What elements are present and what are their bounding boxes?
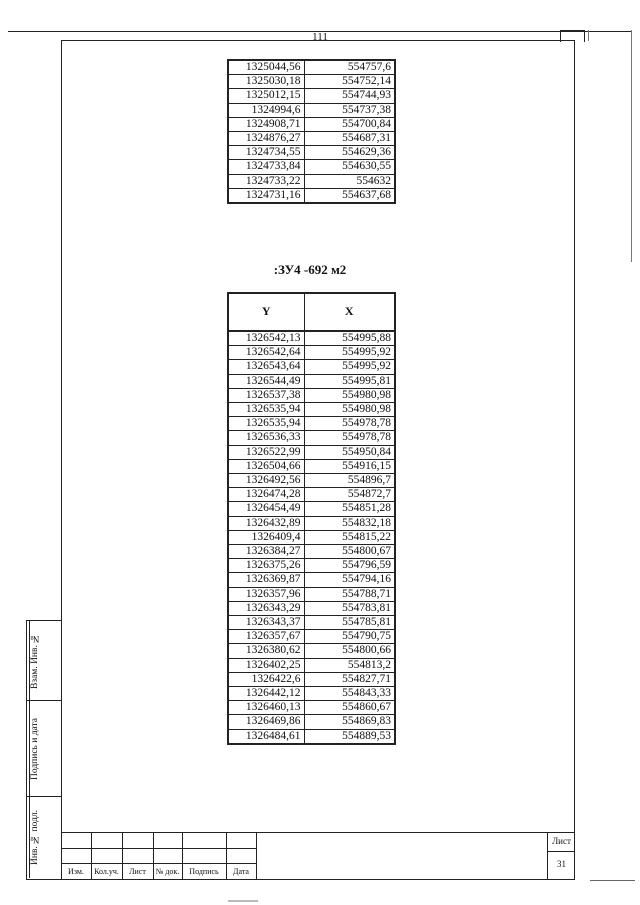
table-row <box>228 431 395 445</box>
table-row <box>228 403 395 417</box>
coordinates-table <box>227 292 396 745</box>
table-row <box>228 331 395 346</box>
table-row <box>228 103 395 117</box>
cell-y: 1326522,99 <box>228 445 304 459</box>
cell-y: 1326492,56 <box>228 474 304 488</box>
cell-x: 554995,81 <box>304 374 395 388</box>
cell-y: 1324876,27 <box>228 132 304 146</box>
table-row <box>228 174 395 188</box>
cell-y: 1326357,67 <box>228 630 304 644</box>
stamp-cell-signature-date <box>27 701 61 797</box>
cell-x: 554980,98 <box>304 388 395 402</box>
cell-x: 554851,28 <box>304 502 395 516</box>
table-row <box>228 417 395 431</box>
column-header-y: Y <box>228 293 304 331</box>
cell-y: 1326402,25 <box>228 658 304 672</box>
cell-y: 1326542,13 <box>228 331 304 346</box>
table-row <box>228 672 395 686</box>
table-row <box>228 75 395 89</box>
cell-x: 554916,15 <box>304 459 395 473</box>
cell-x: 554950,84 <box>304 445 395 459</box>
stamp-label: Инв. № подл. <box>29 797 42 878</box>
stamp-cell-replacement-inv <box>27 621 61 701</box>
cell-y: 1326537,38 <box>228 388 304 402</box>
cell-x: 554737,38 <box>304 103 395 117</box>
table-row <box>228 644 395 658</box>
cell-y: 1326422,6 <box>228 672 304 686</box>
cell-y: 1326343,29 <box>228 601 304 615</box>
cell-x: 554757,6 <box>304 60 395 75</box>
cell-x: 554889,53 <box>304 729 395 744</box>
table-row <box>228 474 395 488</box>
cell-y: 1326380,62 <box>228 644 304 658</box>
cell-x: 554700,84 <box>304 117 395 131</box>
coordinates-table-continued <box>227 59 396 204</box>
cell-y: 1326375,26 <box>228 559 304 573</box>
cell-y: 1326460,13 <box>228 701 304 715</box>
title-block-col-label: Изм. <box>68 867 84 876</box>
cell-y: 1326543,64 <box>228 360 304 374</box>
stamp-field <box>42 621 61 700</box>
table-row <box>228 729 395 744</box>
cell-y: 1326535,94 <box>228 417 304 431</box>
stamp-cell-original-inv <box>27 797 61 878</box>
cell-x: 554843,33 <box>304 687 395 701</box>
cell-x: 554815,22 <box>304 530 395 544</box>
cell-y: 1325012,15 <box>228 89 304 103</box>
scan-edge-line <box>590 880 635 881</box>
cell-y: 1326409,4 <box>228 530 304 544</box>
title-block-col-label: Кол.уч. <box>94 867 119 876</box>
cell-x: 554790,75 <box>304 630 395 644</box>
cell-x: 554788,71 <box>304 587 395 601</box>
cell-y: 1324733,84 <box>228 160 304 174</box>
cell-y: 1326357,96 <box>228 587 304 601</box>
cell-y: 1326343,37 <box>228 616 304 630</box>
stamp-field <box>42 797 61 878</box>
table-row <box>228 687 395 701</box>
cell-y: 1326504,66 <box>228 459 304 473</box>
cell-x: 554896,7 <box>304 474 395 488</box>
cell-x: 554752,14 <box>304 75 395 89</box>
table-row <box>228 459 395 473</box>
table-row <box>228 502 395 516</box>
margin-stamp <box>26 620 62 880</box>
title-block-line <box>256 833 257 880</box>
cell-x: 554813,2 <box>304 658 395 672</box>
table-row <box>228 530 395 544</box>
table-row <box>228 188 395 203</box>
table-row <box>228 117 395 131</box>
table-row <box>228 573 395 587</box>
cell-y: 1324731,16 <box>228 188 304 203</box>
cell-y: 1325030,18 <box>228 75 304 89</box>
table-row <box>228 545 395 559</box>
cell-x: 554995,92 <box>304 360 395 374</box>
page-number: 111 <box>312 31 328 43</box>
title-block-col-label: Дата <box>233 867 249 876</box>
table-row <box>228 89 395 103</box>
cell-x: 554783,81 <box>304 601 395 615</box>
cell-x: 554637,68 <box>304 188 395 203</box>
table-row <box>228 488 395 502</box>
table-header-row <box>228 293 395 331</box>
cell-y: 1326536,33 <box>228 431 304 445</box>
scan-edge-line <box>588 30 589 41</box>
table-row <box>228 601 395 615</box>
cell-y: 1324908,71 <box>228 117 304 131</box>
cell-y: 1326432,89 <box>228 516 304 530</box>
cell-x: 554629,36 <box>304 146 395 160</box>
cell-x: 554687,31 <box>304 132 395 146</box>
cell-x: 554832,18 <box>304 516 395 530</box>
cell-x: 554860,67 <box>304 701 395 715</box>
cell-y: 1326442,12 <box>228 687 304 701</box>
cell-y: 1324994,6 <box>228 103 304 117</box>
table-row <box>228 388 395 402</box>
cell-x: 554872,7 <box>304 488 395 502</box>
title-block-col-label: Лист <box>129 867 146 876</box>
cell-x: 554630,55 <box>304 160 395 174</box>
table-row <box>228 60 395 75</box>
title-block <box>61 832 575 880</box>
cell-y: 1326542,64 <box>228 346 304 360</box>
table-row <box>228 374 395 388</box>
cell-x: 554800,66 <box>304 644 395 658</box>
table-row <box>228 445 395 459</box>
cell-y: 1326469,86 <box>228 715 304 729</box>
cell-y: 1324734,55 <box>228 146 304 160</box>
cell-y: 1326369,87 <box>228 573 304 587</box>
cell-y: 1325044,56 <box>228 60 304 75</box>
table-row <box>228 701 395 715</box>
cell-x: 554794,16 <box>304 573 395 587</box>
table-row <box>228 715 395 729</box>
cell-x: 554869,83 <box>304 715 395 729</box>
table-row <box>228 587 395 601</box>
table-row <box>228 360 395 374</box>
scan-mark <box>228 900 258 902</box>
cell-y: 1326474,28 <box>228 488 304 502</box>
cell-x: 554785,81 <box>304 616 395 630</box>
sheet-label: Лист <box>552 836 571 846</box>
cell-x: 554995,88 <box>304 331 395 346</box>
table-row <box>228 160 395 174</box>
cell-y: 1326544,49 <box>228 374 304 388</box>
stamp-label: Взам. Инв. № <box>29 621 42 700</box>
cell-y: 1326384,27 <box>228 545 304 559</box>
cell-y: 1326454,49 <box>228 502 304 516</box>
cell-x: 554744,93 <box>304 89 395 103</box>
table-row <box>228 516 395 530</box>
table-row <box>228 559 395 573</box>
table-row <box>228 658 395 672</box>
title-block-col-label: № док. <box>155 867 180 876</box>
stamp-label: Подпись и дата <box>29 701 42 796</box>
scan-edge-line <box>631 30 632 262</box>
title-block-col-label: Подпись <box>189 867 219 876</box>
column-header-x: X <box>304 293 395 331</box>
cell-x: 554978,78 <box>304 431 395 445</box>
cell-x: 554632 <box>304 174 395 188</box>
cell-x: 554827,71 <box>304 672 395 686</box>
table-row <box>228 616 395 630</box>
table-row <box>228 132 395 146</box>
cell-x: 554980,98 <box>304 403 395 417</box>
cell-y: 1326484,61 <box>228 729 304 744</box>
table-row <box>228 346 395 360</box>
cell-y: 1324733,22 <box>228 174 304 188</box>
table-row <box>228 630 395 644</box>
cell-y: 1326535,94 <box>228 403 304 417</box>
cell-x: 554995,92 <box>304 346 395 360</box>
title-block-line <box>547 851 575 852</box>
sheet-number: 31 <box>557 859 566 869</box>
section-title: :ЗУ4 -692 м2 <box>273 262 347 277</box>
cell-x: 554796,59 <box>304 559 395 573</box>
cell-x: 554978,78 <box>304 417 395 431</box>
stamp-field <box>42 701 61 796</box>
cell-x: 554800,67 <box>304 545 395 559</box>
table-row <box>228 146 395 160</box>
